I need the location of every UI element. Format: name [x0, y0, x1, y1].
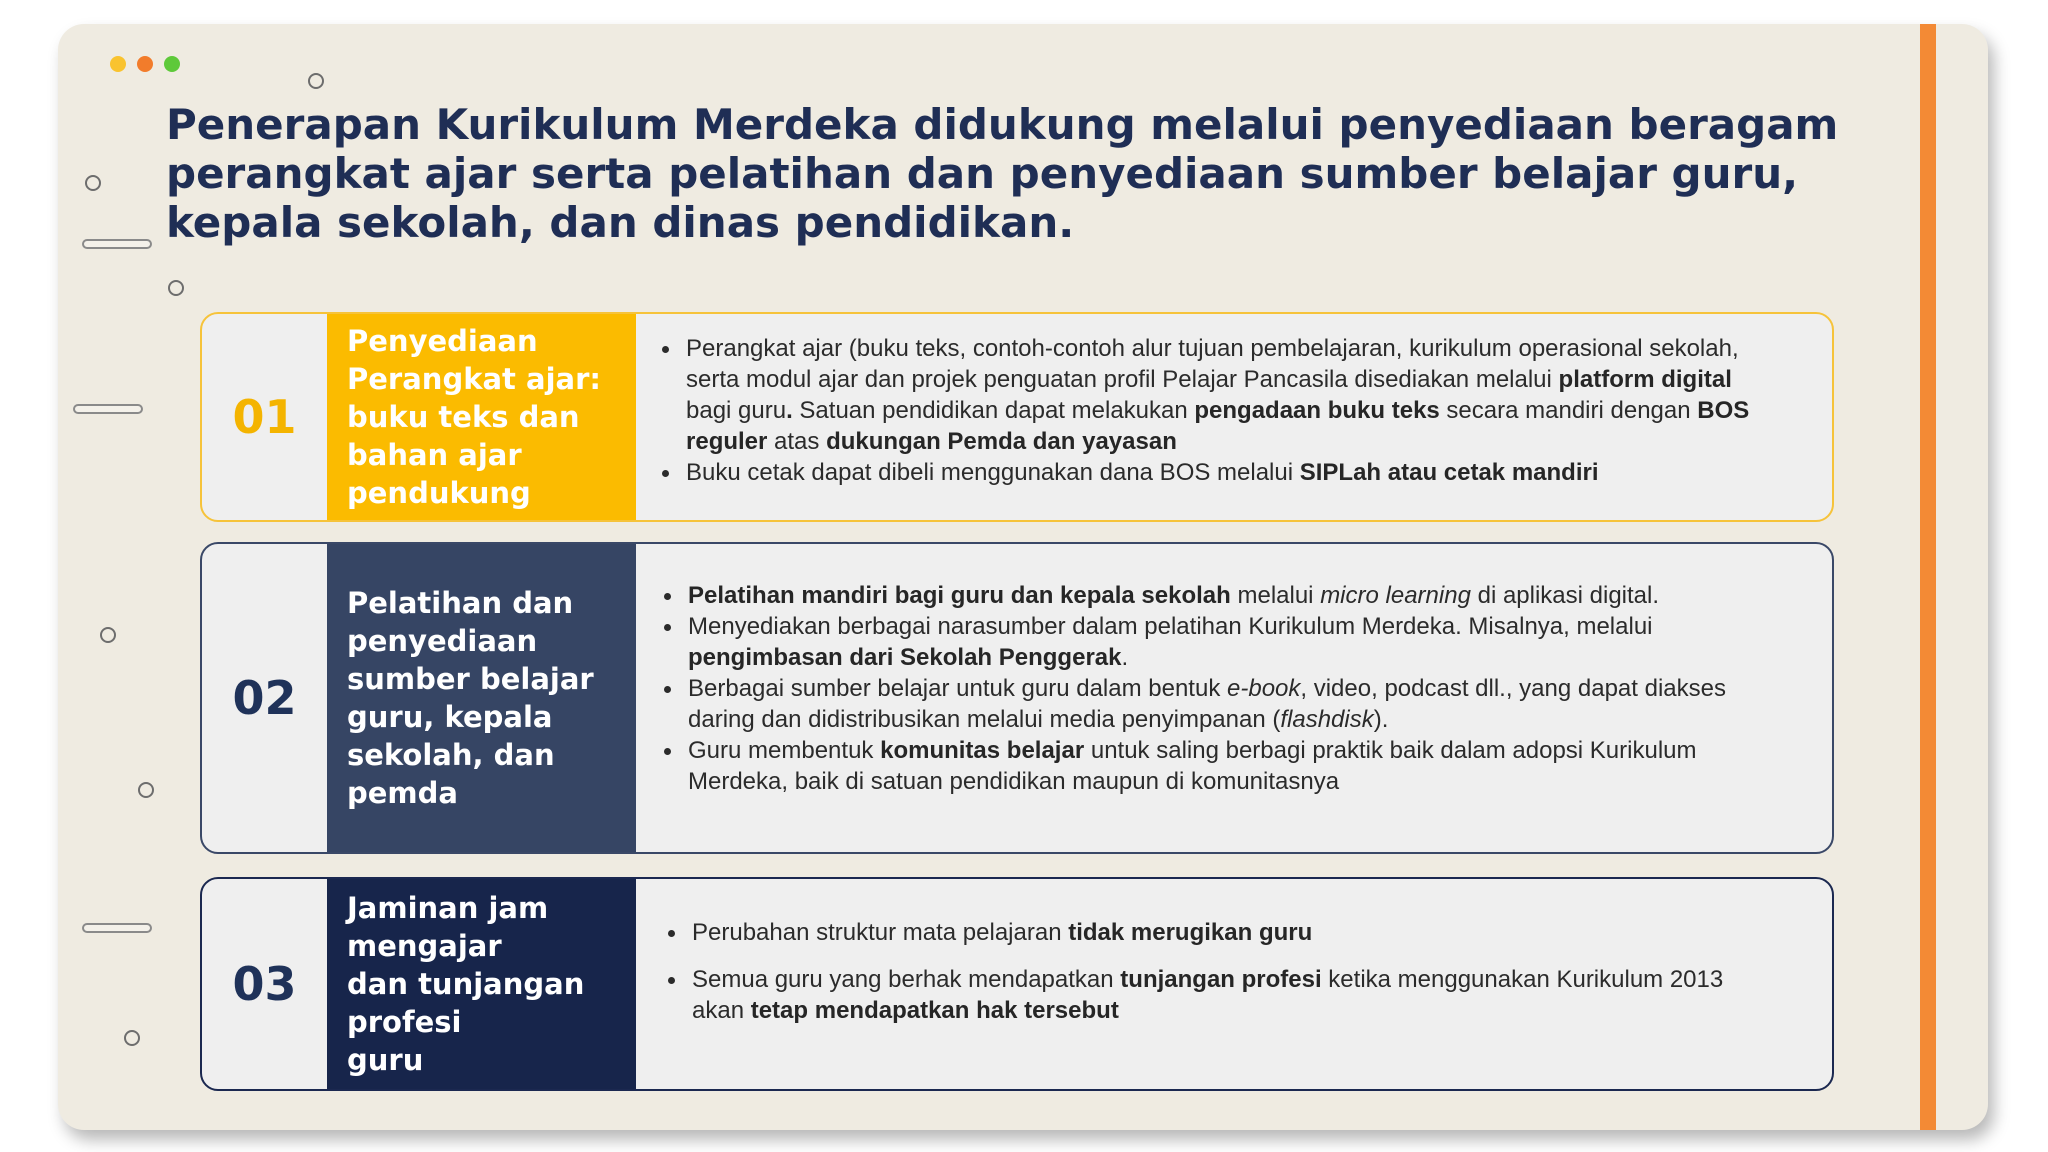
bullet-text: Semua guru yang berhak mendapatkan	[692, 965, 1121, 993]
bullet-text: melalui	[1230, 581, 1321, 609]
bullet-text: bagi guru	[686, 396, 787, 424]
bold-text: .	[786, 396, 793, 424]
bullet-text: Perubahan struktur mata pelajaran	[692, 918, 1069, 946]
bold-text: pengimbasan dari Sekolah Penggerak	[688, 643, 1122, 671]
bullet-text: Buku cetak dapat dibeli menggunakan dana BOS melalui	[686, 458, 1300, 486]
bullet-item	[660, 333, 1776, 457]
bullet-text: untuk saling berbagi praktik baik dalam adopsi Kurikulum Merdeka, baik di satuan pendidikan maupun di komunitasnya	[688, 736, 1697, 795]
decor-ring-icon	[100, 627, 116, 643]
bullet-text: Satuan pendidikan dapat melakukan	[792, 396, 1195, 424]
bold-text: BOS reguler	[686, 396, 1750, 455]
bullet-item	[662, 673, 1776, 735]
bold-text: platform digital	[1558, 365, 1732, 393]
bullet-text: , video, podcast dll., yang dapat diakses daring dan didistribusikan melalui media penyimpanan (	[688, 674, 1726, 733]
minimize-dot-icon[interactable]	[110, 56, 126, 72]
row-label-text: Penyediaan Perangkat ajar: buku teks dan bahan ajar pendukung	[347, 324, 601, 510]
page-title: Penerapan Kurikulum Merdeka didukung melalui penyediaan beragam perangkat ajar serta pelatihan dan penyediaan sumber belajar guru, kepala sekolah, dan dinas pendidikan.	[166, 100, 1839, 247]
decor-ring-icon	[124, 1030, 140, 1046]
bold-text: SIPLah atau cetak mandiri	[1299, 458, 1599, 486]
bold-text: tunjangan profesi	[1120, 965, 1322, 993]
row-label	[327, 879, 636, 1089]
row-label	[327, 314, 636, 520]
bullet-text: secara mandiri dengan	[1439, 396, 1698, 424]
accent-bar	[1920, 24, 1936, 1130]
decor-ring-icon	[168, 280, 184, 296]
row-number: 01	[232, 390, 297, 444]
close-dot-icon[interactable]	[137, 56, 153, 72]
italic-text: e-book	[1227, 674, 1301, 702]
row-perangkat-ajar	[200, 312, 1834, 522]
row-number: 03	[232, 957, 297, 1011]
bold-text: komunitas belajar	[880, 736, 1085, 764]
bullet-text: .	[1121, 643, 1129, 671]
decor-ring-icon	[308, 73, 324, 89]
decor-ring-icon	[138, 782, 154, 798]
bullet-item	[662, 611, 1776, 673]
slide-card	[58, 24, 1988, 1130]
italic-text: flashdisk	[1280, 705, 1374, 733]
bullet-text: atas	[767, 427, 827, 455]
bullet-text: ).	[1373, 705, 1389, 733]
decor-ring-icon	[85, 175, 101, 191]
bold-text: pengadaan buku teks	[1194, 396, 1440, 424]
bold-text: Pelatihan mandiri bagi guru dan kepala sekolah	[688, 581, 1231, 609]
bullet-item	[666, 964, 1776, 1026]
bullet-text: Berbagai sumber belajar untuk guru dalam bentuk	[688, 674, 1227, 702]
bullet-item	[660, 457, 1776, 488]
row-label-text: Jaminan jam mengajar dan tunjangan profesi guru	[347, 891, 585, 1077]
bold-text: tetap mendapatkan hak tersebut	[750, 996, 1119, 1024]
row-label	[327, 544, 636, 852]
row-jaminan	[200, 877, 1834, 1091]
row-pelatihan	[200, 542, 1834, 854]
decor-pill-icon	[82, 923, 152, 933]
bullet-list	[636, 879, 1776, 1089]
decor-pill-icon	[82, 239, 152, 249]
bullet-text: Menyediakan berbagai narasumber dalam pelatihan Kurikulum Merdeka. Misalnya, melalui	[688, 612, 1653, 640]
bullet-list	[636, 314, 1776, 520]
bullet-text: Perangkat ajar (buku teks, contoh-contoh alur tujuan pembelajaran, kurikulum operasional sekolah, serta modul ajar dan projek penguatan profil Pelajar Pancasila disediakan melalui	[686, 334, 1739, 393]
bullet-text: di aplikasi digital.	[1470, 581, 1660, 609]
italic-text: micro learning	[1320, 581, 1471, 609]
bullet-list	[636, 544, 1776, 852]
bullet-item	[662, 580, 1776, 611]
maximize-dot-icon[interactable]	[164, 56, 180, 72]
bullet-text: Guru membentuk	[688, 736, 881, 764]
bold-text: dukungan Pemda dan yayasan	[826, 427, 1177, 455]
decor-pill-icon	[73, 404, 143, 414]
bold-text: tidak merugikan guru	[1068, 918, 1313, 946]
bullet-text: ketika menggunakan Kurikulum 2013 akan	[692, 965, 1724, 1024]
row-label-text: Pelatihan dan penyediaan sumber belajar guru, kepala sekolah, dan pemda	[347, 586, 594, 810]
bullet-item	[666, 917, 1776, 948]
row-number: 02	[232, 671, 297, 725]
bullet-item	[662, 735, 1776, 797]
